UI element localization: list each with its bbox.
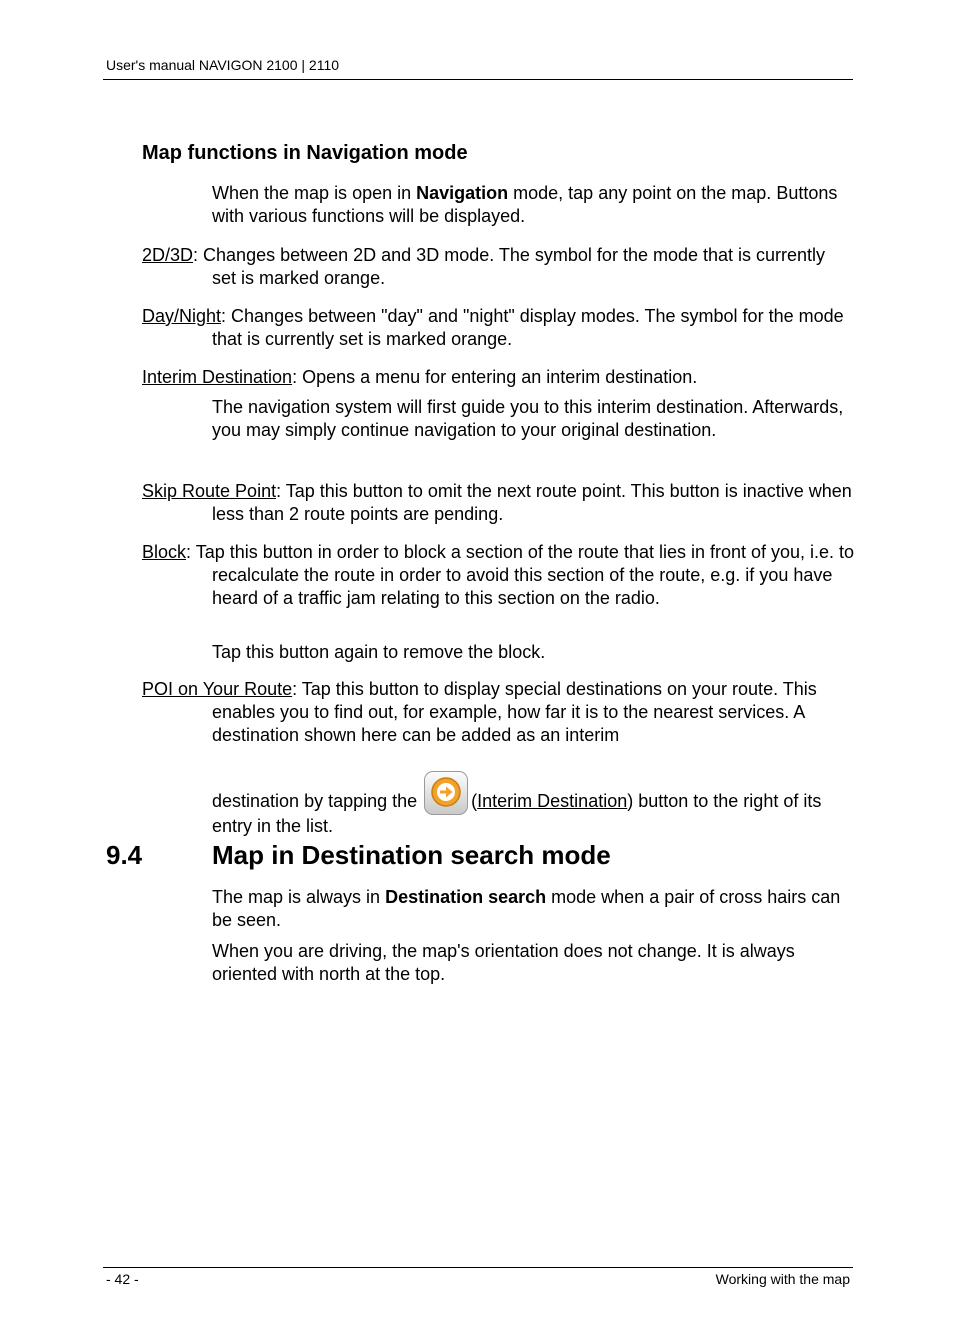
entry-skip-route-point: Skip Route Point: Tap this button to omit the next route point. This button is inactive when less than 2 route points are pending. xyxy=(142,481,852,524)
term-day-night: Day/Night xyxy=(142,306,222,326)
entry-2d3d: 2D/3D: Changes between 2D and 3D mode. The symbol for the mode that is currently set is marked orange. xyxy=(142,245,826,288)
section-paragraph-1: The map is always in Destination search mode when a pair of cross hairs can be seen. xyxy=(212,887,841,930)
term-2d3d: 2D/3D xyxy=(142,245,194,265)
term-interim-destination: Interim Destination xyxy=(142,367,293,387)
entry-poi-on-route: POI on Your Route: Tap this button to display special destinations on your route. This enables you to find out, for example, how far it is to the nearest services. A destination shown here can be added as an interim xyxy=(142,679,817,745)
section-paragraph-2: When you are driving, the map's orientation does not change. It is always oriented with north at the top. xyxy=(212,941,795,984)
block-note: Tap this button again to remove the block. xyxy=(212,642,546,662)
poi-continuation: destination by tapping the (Interim Destination) button to the right of its entry in the list. xyxy=(212,771,852,838)
header-divider xyxy=(103,79,853,80)
entry-block: Block: Tap this button in order to block a section of the route that lies in front of you, i.e. to recalculate the route in order to avoid this section of the route, e.g. if you have heard of a traffic jam relating to this section on the radio. xyxy=(142,542,855,608)
term-poi-on-route: POI on Your Route xyxy=(142,679,293,699)
term-block: Block xyxy=(142,542,187,562)
subsection-heading: Map functions in Navigation mode xyxy=(142,142,468,164)
chapter-title: Working with the map xyxy=(715,1271,850,1287)
header-title: User's manual NAVIGON 2100 | 2110 xyxy=(106,57,340,73)
section-number: 9.4 xyxy=(106,840,143,870)
orange-arrow-icon xyxy=(424,771,468,815)
interim-note: The navigation system will first guide you to this interim destination. Afterwards, you may simply continue navigation to your original destination. xyxy=(212,397,844,440)
intro-paragraph: When the map is open in Navigation mode, tap any point on the map. Buttons with various functions will be displayed. xyxy=(212,183,838,226)
page-number: - 42 - xyxy=(106,1271,139,1287)
entry-day-night: Day/Night: Changes between "day" and "night" display modes. The symbol for the mode that is currently set is marked orange. xyxy=(142,306,844,349)
term-skip-route-point: Skip Route Point xyxy=(142,481,277,501)
footer-divider xyxy=(103,1267,853,1268)
section-title: Map in Destination search mode xyxy=(212,840,611,870)
entry-interim-destination: Interim Destination: Opens a menu for entering an interim destination. xyxy=(142,367,698,387)
interim-destination-link-text: Interim Destination xyxy=(477,791,628,811)
